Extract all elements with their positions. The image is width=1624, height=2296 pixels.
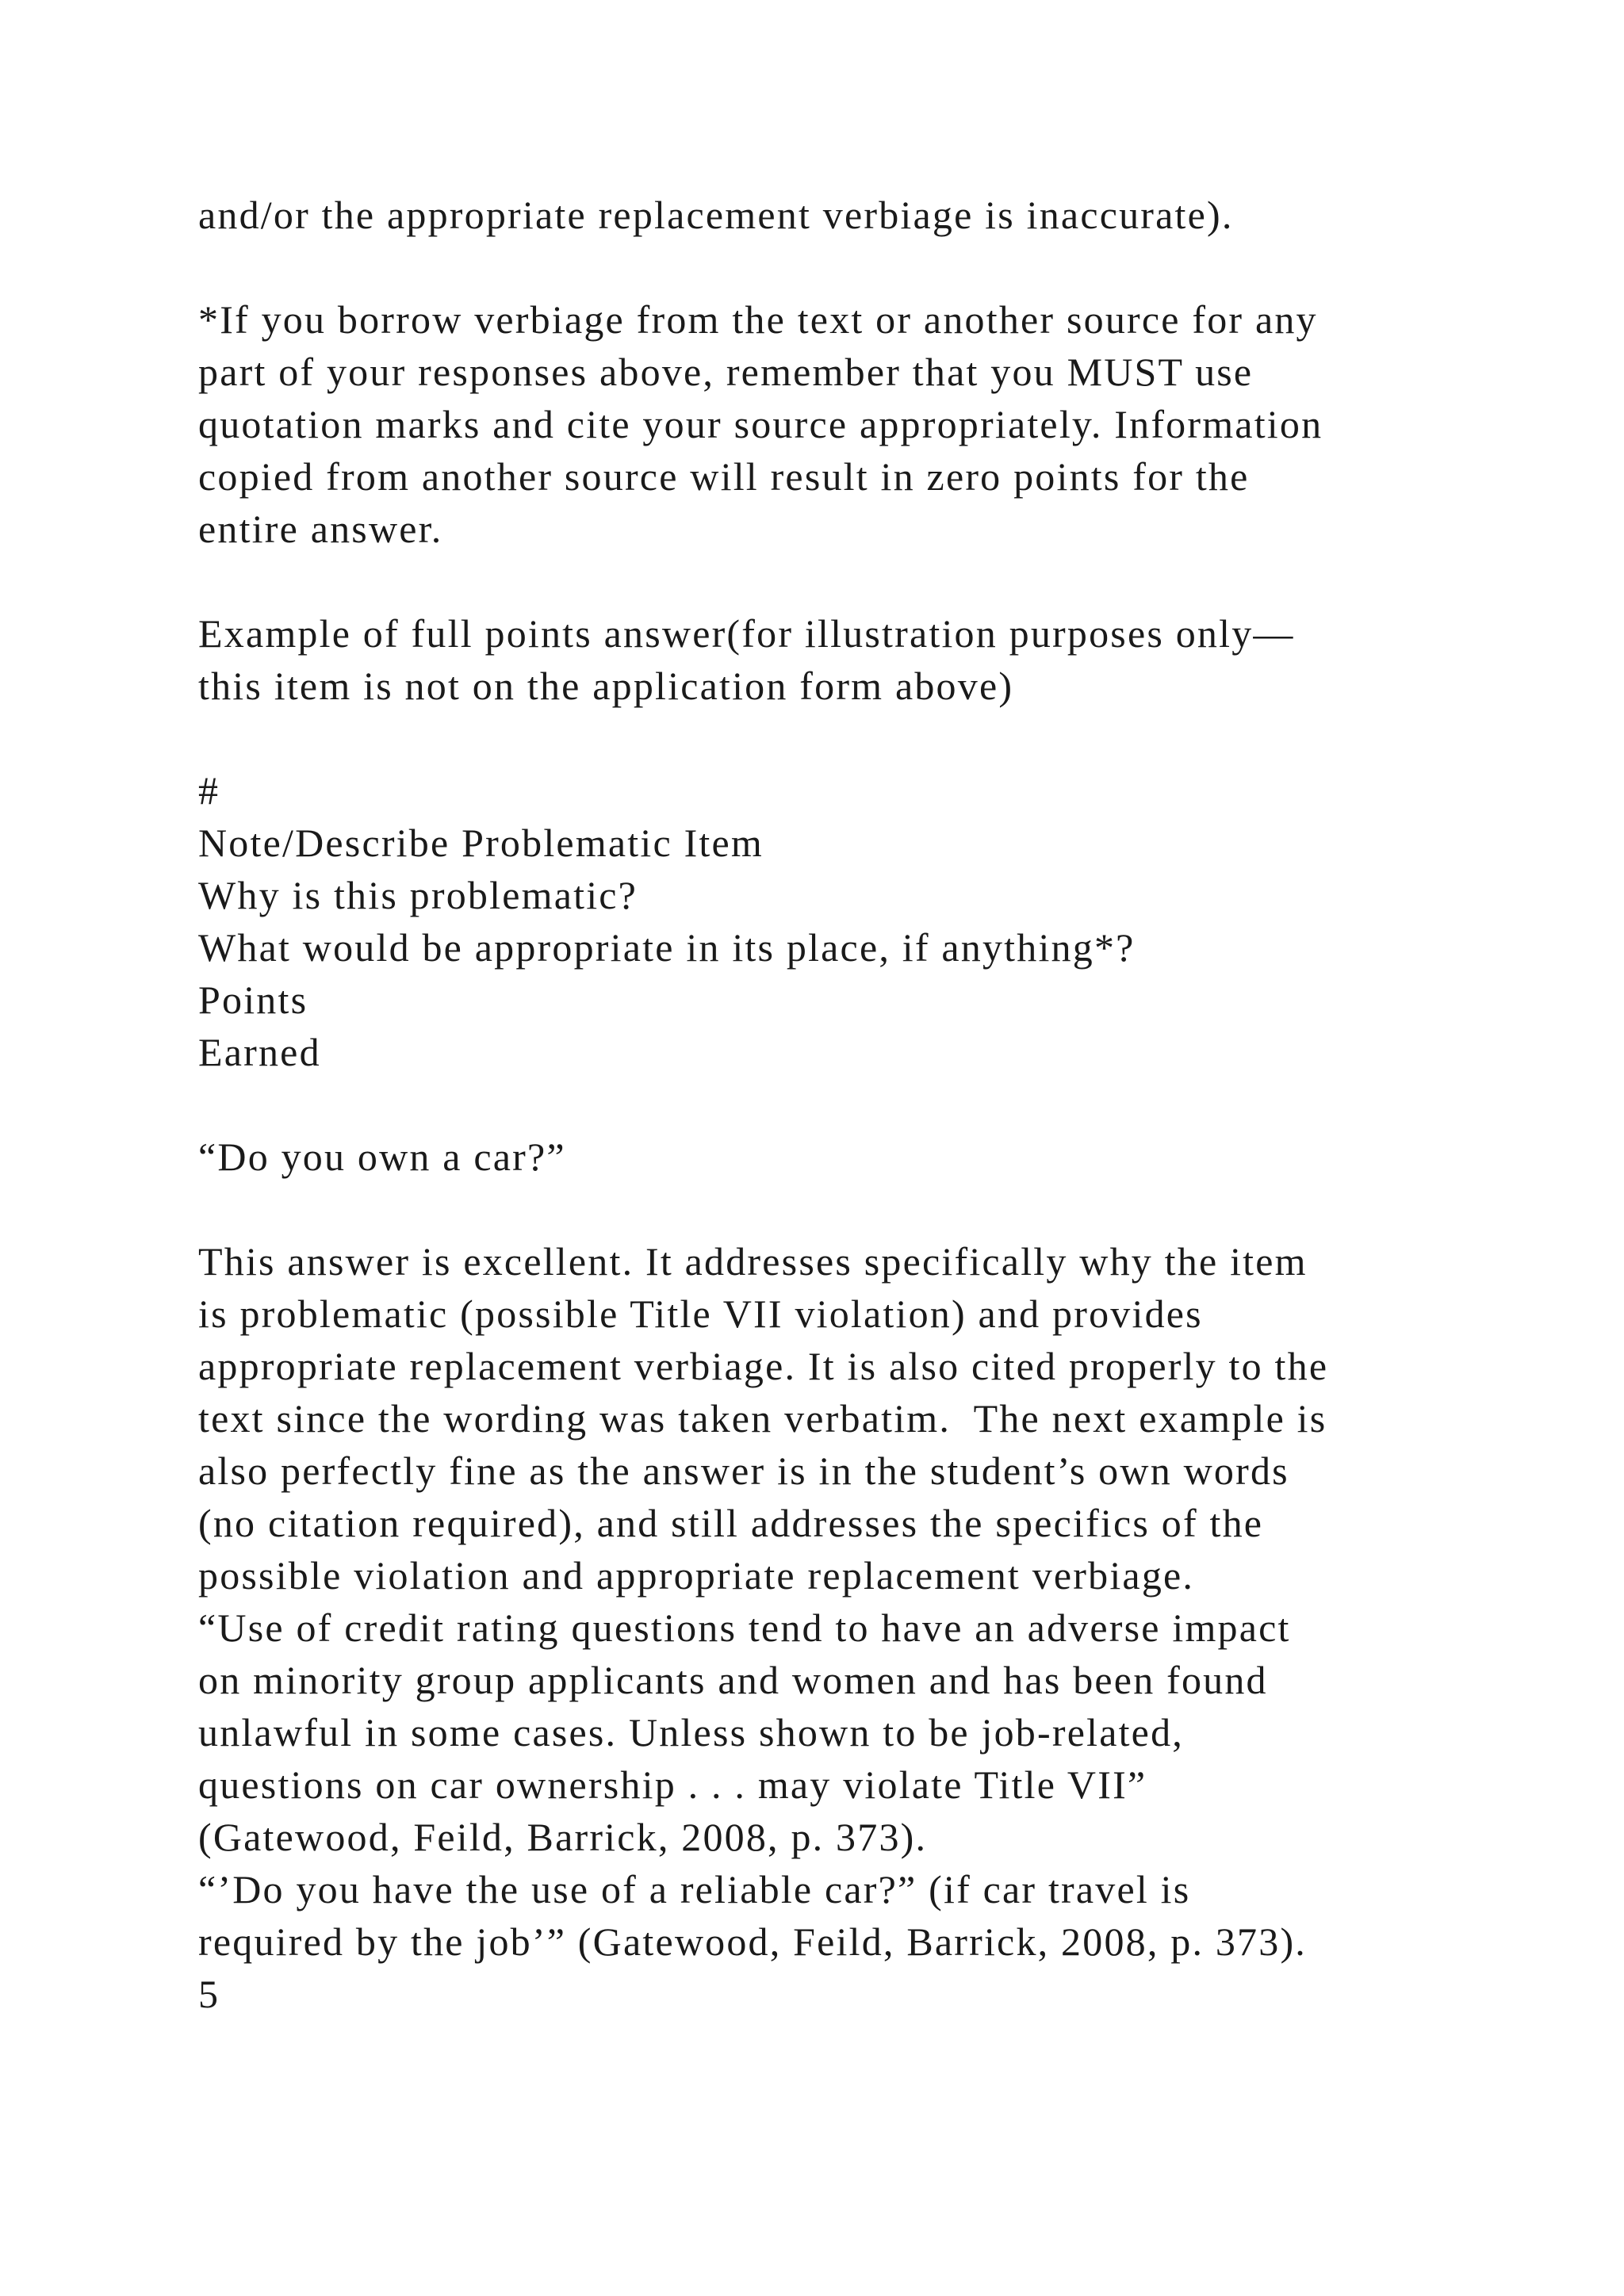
- text-line: text since the wording was taken verbatim. The next example is: [198, 1396, 1327, 1441]
- table-header-points: Points: [198, 978, 308, 1022]
- text-line: this item is not on the application form above): [198, 664, 1014, 708]
- blank-line: [198, 1078, 1507, 1131]
- text-line: and/or the appropriate replacement verbiage is inaccurate).: [198, 193, 1234, 237]
- quote-line: “’Do you have the use of a reliable car?” (if car travel is: [198, 1867, 1191, 1911]
- quote-line: questions on car ownership . . . may violate Title VII”: [198, 1762, 1147, 1807]
- document-body: [198, 189, 1507, 2020]
- citation-line: required by the job’” (Gatewood, Feild, Barrick, 2008, p. 373).: [198, 1919, 1307, 1964]
- table-header-item: Note/Describe Problematic Item: [198, 821, 764, 865]
- table-header-why: Why is this problematic?: [198, 873, 638, 917]
- text-line: quotation marks and cite your source appropriately. Information: [198, 402, 1323, 446]
- text-line: This answer is excellent. It addresses specifically why the item: [198, 1239, 1308, 1284]
- blank-line: [198, 555, 1507, 607]
- text-line: part of your responses above, remember that you MUST use: [198, 350, 1254, 394]
- text-line: entire answer.: [198, 507, 443, 551]
- table-header-earned: Earned: [198, 1030, 321, 1074]
- citation-line: (Gatewood, Feild, Barrick, 2008, p. 373).: [198, 1815, 928, 1859]
- text-line: Example of full points answer(for illustration purposes only—: [198, 611, 1295, 656]
- text-line: possible violation and appropriate replacement verbiage.: [198, 1553, 1195, 1598]
- text-line: appropriate replacement verbiage. It is also cited properly to the: [198, 1344, 1329, 1388]
- blank-line: [198, 712, 1507, 764]
- points-value: 5: [198, 1972, 220, 2016]
- blank-line: [198, 1183, 1507, 1235]
- text-line: copied from another source will result in zero points for the: [198, 454, 1250, 499]
- quote-line: on minority group applicants and women and has been found: [198, 1658, 1268, 1702]
- text-line: also perfectly fine as the answer is in the student’s own words: [198, 1448, 1289, 1493]
- quote-line: “Use of credit rating questions tend to have an adverse impact: [198, 1605, 1291, 1650]
- quote-line: unlawful in some cases. Unless shown to be job-related,: [198, 1710, 1184, 1755]
- table-header-number: #: [198, 768, 220, 813]
- text-line: *If you borrow verbiage from the text or another source for any: [198, 297, 1318, 342]
- table-header-replacement: What would be appropriate in its place, if anything*?: [198, 925, 1136, 970]
- text-line: (no citation required), and still addresses the specifics of the: [198, 1501, 1264, 1545]
- text-line: is problematic (possible Title VII violation) and provides: [198, 1292, 1203, 1336]
- blank-line: [198, 241, 1507, 293]
- example-item: “Do you own a car?”: [198, 1135, 566, 1179]
